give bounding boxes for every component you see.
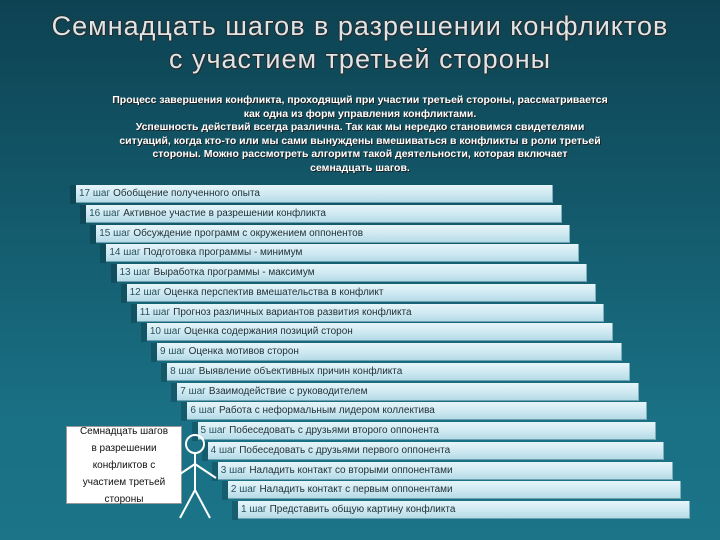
step-bar (127, 284, 596, 302)
step-number: 4 шаг (210, 444, 237, 456)
step-text: Наладить контакт со вторыми оппонентами (249, 464, 453, 476)
step-text: Обсуждение программ с окружением оппонентов (133, 227, 364, 239)
step-bar (187, 402, 647, 420)
step-bar (167, 363, 630, 381)
step-bar (198, 422, 656, 440)
step-number: 2 шаг (230, 484, 257, 496)
step-text: Побеседовать с друзьями первого оппонента (239, 444, 451, 456)
step-number: 6 шаг (190, 405, 216, 417)
step-number: 14 шаг (109, 247, 141, 259)
step-text: Выявление объективных причин конфликта (198, 365, 403, 377)
intro-line: как одна из форм управления конфликтами. (243, 107, 477, 120)
step-text: Работа с неформальным лидером коллектива (218, 405, 435, 417)
step-text: Побеседовать с друзьями второго оппонента (229, 425, 439, 436)
step-text: Наладить контакт с первым оппонентами (259, 484, 453, 496)
step-number: 10 шаг (149, 326, 182, 338)
caption-line: в разрешении (91, 442, 157, 454)
step-bar (96, 225, 570, 243)
step-text: Обобщение полученного опыта (113, 188, 260, 199)
step-text: Выработка программы - максимум (153, 267, 315, 278)
caption-line: конфликтов с (92, 459, 156, 471)
step-bar (177, 383, 638, 401)
step-bar (106, 244, 578, 262)
title-line-2: с участием третьей стороны (168, 44, 552, 74)
intro-line: Успешность действий всегда различна. Так как мы нередко становимся свидетелями (135, 121, 585, 133)
step-bar (238, 501, 690, 519)
step-bar (157, 343, 622, 361)
step-number: 5 шаг (200, 425, 227, 436)
intro-line: ситуаций, когда кто-то или мы сами вынуждены вмешиваться в конфликты в роли третьей (119, 134, 601, 147)
intro-line: Процесс завершения конфликта, проходящий при участии третьей стороны, рассматривается (112, 94, 608, 106)
caption-line: Семнадцать шагов (79, 425, 169, 437)
step-text: Активное участие в разрешении конфликта (123, 207, 326, 219)
step-number: 16 шаг (89, 207, 121, 219)
step-text: Взаимодействие с руководителем (208, 385, 368, 397)
step-number: 8 шаг (170, 365, 196, 377)
caption-line: стороны (104, 493, 144, 505)
step-bar (208, 442, 665, 460)
step-text: Оценка мотивов сторон (188, 346, 299, 357)
step-number: 12 шаг (129, 286, 161, 298)
stick-figure-icon (170, 432, 220, 524)
step-text: Прогноз различных вариантов развития конфликта (173, 306, 412, 318)
step-number: 7 шаг (180, 385, 206, 397)
step-bar (228, 481, 682, 499)
step-number: 9 шаг (160, 346, 186, 357)
step-number: 13 шаг (119, 267, 151, 278)
caption-line: участием третьей (82, 476, 166, 488)
step-bar (117, 264, 588, 282)
step-number: 11 шаг (139, 306, 171, 318)
title-line-1: Семнадцать шагов в разрешении конфликтов (51, 11, 669, 41)
step-text: Оценка содержания позиций сторон (184, 326, 353, 338)
step-text: Представить общую картину конфликта (269, 504, 456, 515)
step-text: Подготовка программы - минимум (143, 247, 303, 259)
step-bar (76, 185, 553, 203)
intro-line: стороны. Можно рассмотреть алгоритм такой деятельности, которая включает (152, 148, 568, 160)
step-text: Оценка перспектив вмешательства в конфликт (163, 286, 384, 298)
step-bar (137, 304, 605, 322)
step-bar (218, 462, 673, 480)
step-number: 15 шаг (99, 227, 131, 239)
step-number: 1 шаг (241, 504, 267, 515)
step-number: 17 шаг (79, 188, 111, 199)
intro-line: семнадцать шагов. (310, 161, 410, 174)
caption-box (66, 426, 182, 504)
step-bar (86, 205, 561, 223)
step-number: 3 шаг (220, 464, 247, 476)
step-bar (147, 323, 613, 341)
